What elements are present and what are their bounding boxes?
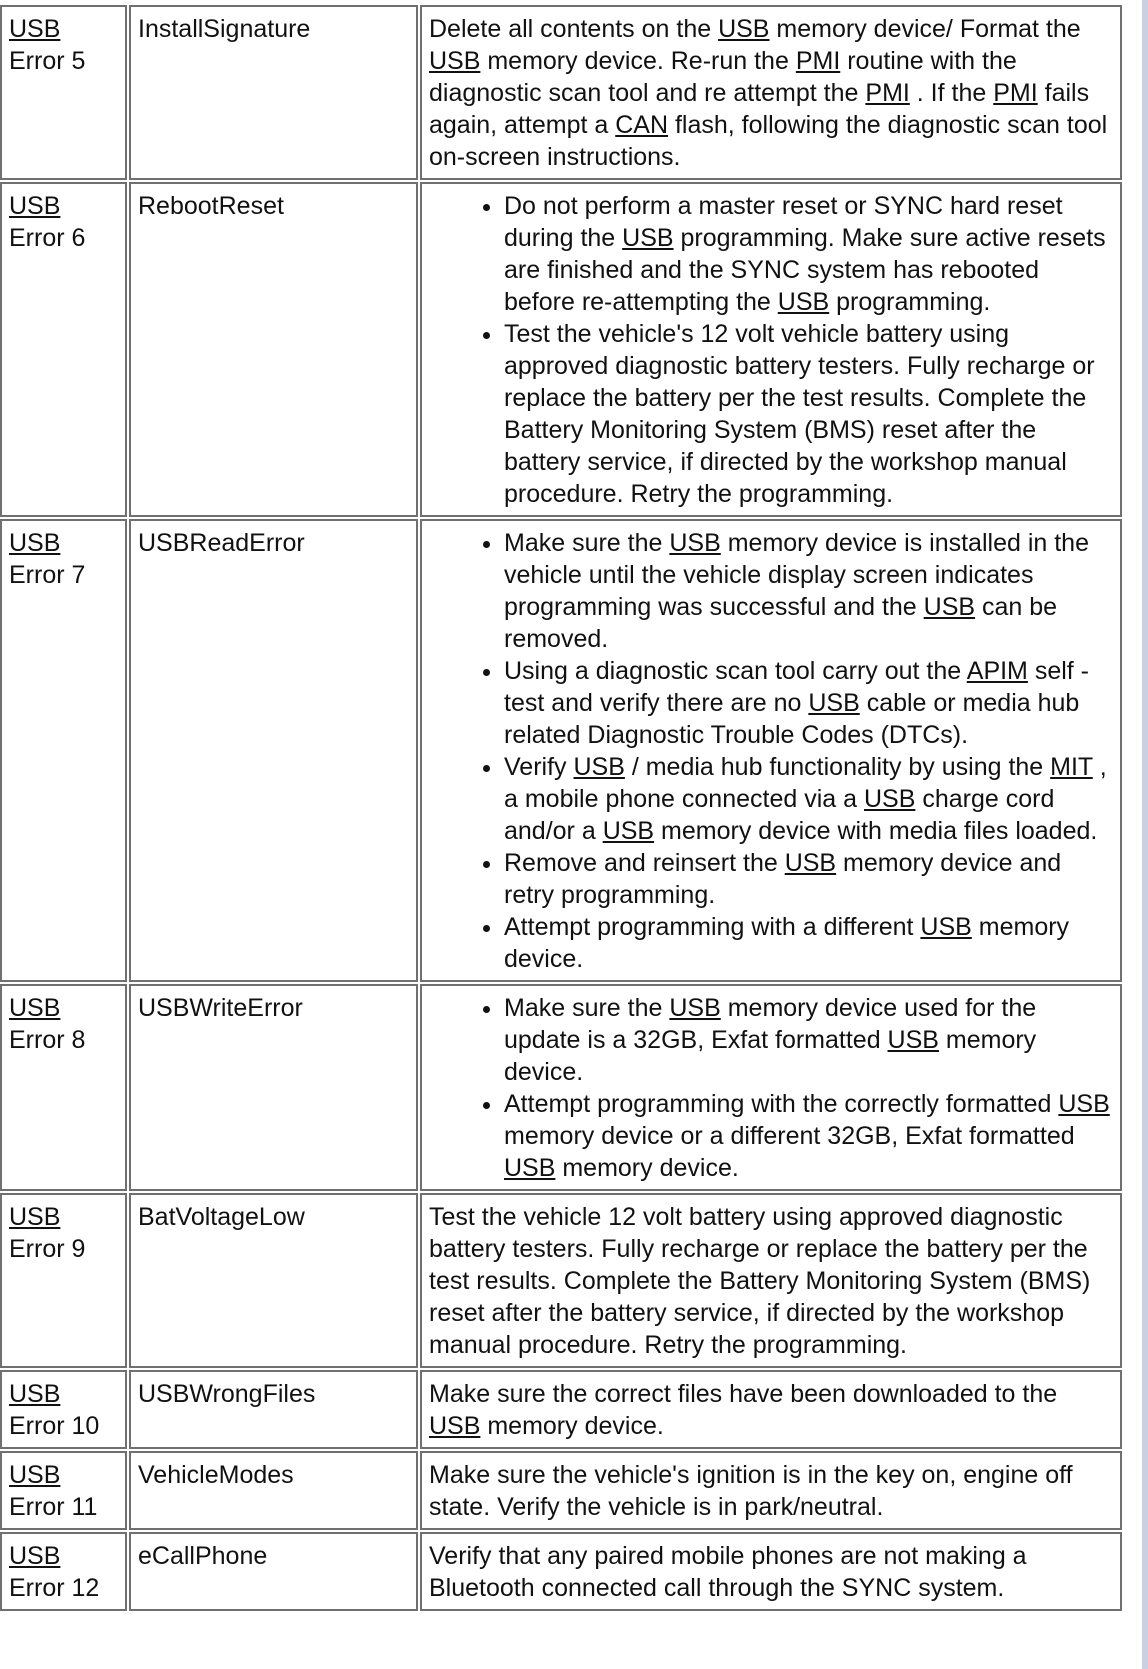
text-segment: self -test and verify there are no bbox=[504, 657, 1090, 717]
error-row bbox=[0, 1193, 1122, 1368]
error-name-cell: USBWrongFiles bbox=[129, 1370, 418, 1449]
term-link[interactable]: USB bbox=[808, 689, 860, 717]
error-code-cell bbox=[0, 182, 127, 517]
text-segment: Make sure the bbox=[504, 994, 670, 1022]
term-link[interactable]: APIM bbox=[966, 657, 1028, 685]
term-link[interactable]: USB bbox=[863, 785, 916, 813]
usb-link[interactable]: USB bbox=[9, 1203, 61, 1231]
text-segment: Delete all contents on the bbox=[429, 15, 719, 43]
text-segment: memory device. Re-run the bbox=[480, 47, 796, 75]
text-segment: memory device. bbox=[555, 1154, 739, 1182]
error-number: Error 10 bbox=[9, 1412, 100, 1440]
term-link[interactable]: USB bbox=[777, 288, 830, 316]
usb-link[interactable]: USB bbox=[9, 994, 61, 1022]
text-segment: Do not perform a master reset or SYNC hard reset during the bbox=[504, 192, 1063, 252]
action-list-item bbox=[504, 847, 1114, 911]
error-code-cell bbox=[0, 1370, 127, 1449]
usb-error-table-body bbox=[0, 5, 1122, 1611]
text-segment: routine with the diagnostic scan tool and re attempt the bbox=[429, 47, 1017, 107]
action-cell bbox=[420, 1193, 1122, 1368]
error-code-cell bbox=[0, 1532, 127, 1611]
term-link[interactable]: USB bbox=[923, 593, 976, 621]
error-row bbox=[0, 182, 1122, 517]
text-segment: programming. bbox=[829, 288, 991, 316]
text-segment: Verify bbox=[504, 753, 574, 781]
term-link[interactable]: USB bbox=[602, 817, 655, 845]
text-segment: , a mobile phone connected via a bbox=[504, 753, 1107, 813]
action-cell bbox=[420, 5, 1122, 180]
error-number: Error 12 bbox=[9, 1574, 100, 1602]
text-segment: memory device and retry programming. bbox=[504, 849, 1062, 909]
usb-link[interactable]: USB bbox=[9, 15, 61, 43]
text-segment: flash, following the diagnostic scan tool on-screen instructions. bbox=[429, 111, 1108, 171]
text-segment: memory device used for the update is a 32GB, Exfat formatted bbox=[504, 994, 1037, 1054]
text-segment: / media hub functionality by using the bbox=[624, 753, 1051, 781]
text-segment: Make sure the vehicle's ignition is in the key on, engine off state. Verify the vehicle is in park/neutral. bbox=[429, 1461, 1073, 1521]
error-name-cell: InstallSignature bbox=[129, 5, 418, 180]
text-segment: programming. Make sure active resets are finished and the SYNC system has rebooted before re-attempting the bbox=[504, 224, 1106, 316]
text-segment: memory device is installed in the vehicle until the vehicle display screen indicates programming was successful and the bbox=[504, 529, 1089, 621]
text-segment: memory device with media files loaded. bbox=[654, 817, 1098, 845]
usb-link[interactable]: USB bbox=[9, 1461, 61, 1489]
action-cell bbox=[420, 1451, 1122, 1530]
action-cell bbox=[420, 1370, 1122, 1449]
error-code-cell bbox=[0, 5, 127, 180]
term-link[interactable]: USB bbox=[669, 529, 721, 557]
action-list-item bbox=[504, 911, 1114, 975]
term-link[interactable]: USB bbox=[622, 224, 674, 252]
action-list-item bbox=[504, 318, 1114, 510]
term-link[interactable]: USB bbox=[1058, 1090, 1110, 1118]
text-segment: Remove and reinsert the bbox=[504, 849, 785, 877]
error-number: Error 11 bbox=[9, 1493, 98, 1521]
error-name-cell: eCallPhone bbox=[129, 1532, 418, 1611]
usb-link[interactable]: USB bbox=[9, 1542, 61, 1570]
action-list-item bbox=[504, 527, 1114, 655]
term-link[interactable]: USB bbox=[718, 15, 770, 43]
text-segment: can be removed. bbox=[504, 593, 1058, 653]
action-list bbox=[429, 992, 1114, 1184]
text-segment: Verify that any paired mobile phones are not making a Bluetooth connected call through the SYNC system. bbox=[429, 1542, 1027, 1602]
text-segment: memory device. bbox=[480, 1412, 664, 1440]
text-segment: Attempt programming with the correctly formatted bbox=[504, 1090, 1059, 1118]
error-name-cell: USBReadError bbox=[129, 519, 418, 982]
action-list-item bbox=[504, 190, 1114, 318]
term-link[interactable]: USB bbox=[669, 994, 721, 1022]
term-link[interactable]: USB bbox=[784, 849, 837, 877]
text-segment: cable or media hub related Diagnostic Trouble Codes (DTCs). bbox=[504, 689, 1080, 749]
term-link[interactable]: USB bbox=[429, 1412, 481, 1440]
error-row bbox=[0, 1370, 1122, 1449]
text-segment: Make sure the bbox=[504, 529, 670, 557]
term-link[interactable]: MIT bbox=[1050, 753, 1093, 781]
usb-link[interactable]: USB bbox=[9, 529, 61, 557]
error-code-cell bbox=[0, 1193, 127, 1368]
error-row bbox=[0, 5, 1122, 180]
term-link[interactable]: PMI bbox=[993, 79, 1038, 107]
error-row bbox=[0, 519, 1122, 982]
action-cell bbox=[420, 182, 1122, 517]
text-segment: Test the vehicle 12 volt battery using approved diagnostic battery testers. Fully recharge or replace the battery per the test results. Complete the Battery Monitoring System (BMS) reset after the battery service, if directed by the workshop manual procedure. Retry the programming. bbox=[429, 1203, 1091, 1359]
action-cell bbox=[420, 984, 1122, 1191]
text-segment: Attempt programming with a different bbox=[504, 913, 921, 941]
text-segment: Make sure the correct files have been downloaded to the bbox=[429, 1380, 1058, 1408]
text-segment: Test the vehicle's 12 volt vehicle battery using approved diagnostic battery testers. Fully recharge or replace the battery per the test results. Complete the Battery Monitoring System (BMS) reset after the battery service, if directed by the workshop manual procedure. Retry the programming. bbox=[504, 320, 1095, 508]
action-list-item bbox=[504, 751, 1114, 847]
action-list-item bbox=[504, 992, 1114, 1088]
usb-error-table bbox=[0, 3, 1124, 1613]
action-list bbox=[429, 527, 1114, 975]
error-code-cell bbox=[0, 519, 127, 982]
error-number: Error 9 bbox=[9, 1235, 86, 1263]
error-code-cell bbox=[0, 1451, 127, 1530]
error-number: Error 6 bbox=[9, 224, 86, 252]
error-number: Error 8 bbox=[9, 1026, 86, 1054]
action-cell bbox=[420, 1532, 1122, 1611]
text-segment: memory device/ Format the bbox=[769, 15, 1081, 43]
usb-link[interactable]: USB bbox=[9, 192, 61, 220]
action-list-item bbox=[504, 655, 1114, 751]
term-link[interactable]: USB bbox=[920, 913, 972, 941]
term-link[interactable]: USB bbox=[573, 753, 625, 781]
text-segment: fails again, attempt a bbox=[429, 79, 1090, 139]
page-scroll-edge bbox=[1142, 0, 1148, 1669]
term-link[interactable]: PMI bbox=[865, 79, 910, 107]
usb-link[interactable]: USB bbox=[9, 1380, 61, 1408]
term-link[interactable]: USB bbox=[887, 1026, 939, 1054]
error-code-cell bbox=[0, 984, 127, 1191]
term-link[interactable]: USB bbox=[504, 1154, 556, 1182]
error-name-cell: RebootReset bbox=[129, 182, 418, 517]
error-row bbox=[0, 1532, 1122, 1611]
error-row bbox=[0, 984, 1122, 1191]
text-segment: memory device or a different 32GB, Exfat formatted bbox=[504, 1122, 1075, 1150]
term-link[interactable]: PMI bbox=[795, 47, 841, 75]
error-number: Error 5 bbox=[9, 47, 86, 75]
text-segment: memory device. bbox=[504, 913, 1070, 973]
action-list-item bbox=[504, 1088, 1114, 1184]
text-segment: memory device. bbox=[504, 1026, 1037, 1086]
action-cell bbox=[420, 519, 1122, 982]
error-name-cell: USBWriteError bbox=[129, 984, 418, 1191]
error-name-cell: VehicleModes bbox=[129, 1451, 418, 1530]
term-link[interactable]: CAN bbox=[615, 111, 669, 139]
error-number: Error 7 bbox=[9, 561, 86, 589]
error-row bbox=[0, 1451, 1122, 1530]
term-link[interactable]: USB bbox=[429, 47, 481, 75]
action-list bbox=[429, 190, 1114, 510]
text-segment: Using a diagnostic scan tool carry out the bbox=[504, 657, 967, 685]
error-name-cell: BatVoltageLow bbox=[129, 1193, 418, 1368]
text-segment: charge cord and/or a bbox=[504, 785, 1055, 845]
text-segment: . If the bbox=[909, 79, 994, 107]
